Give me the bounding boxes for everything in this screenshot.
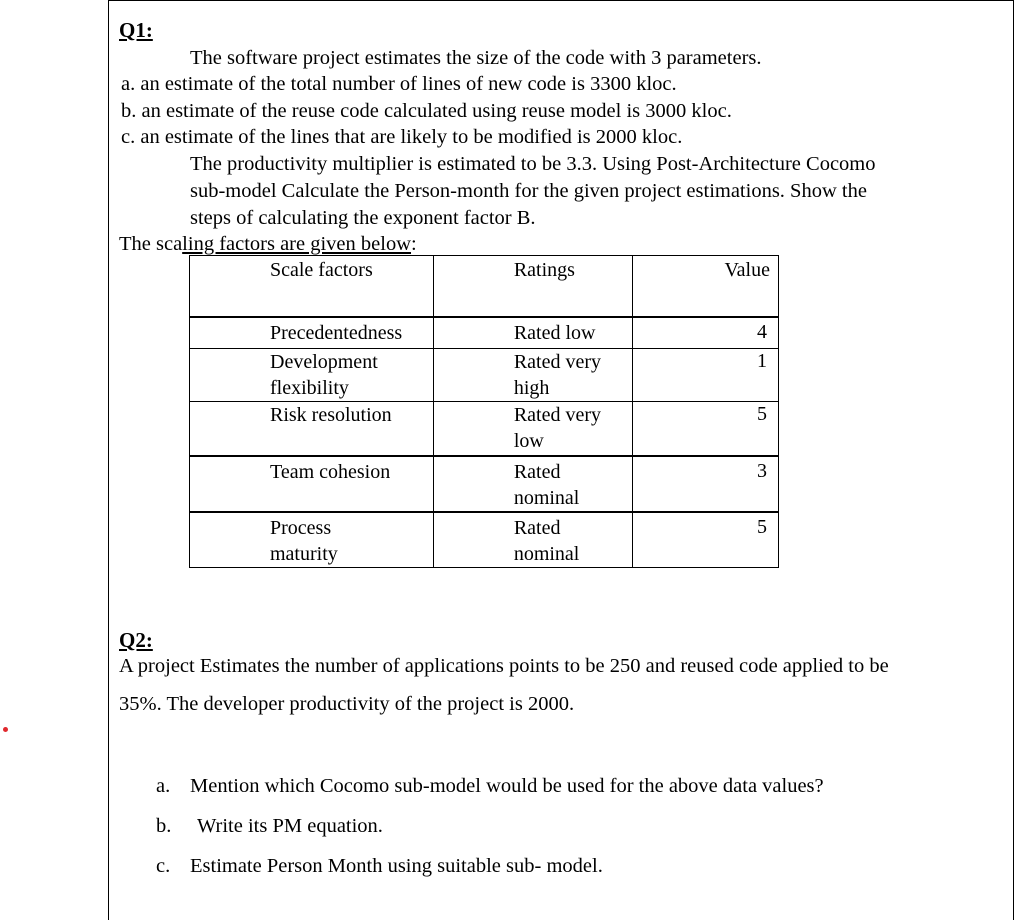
scaling-intro-underlined: ling factors are given below xyxy=(182,233,412,255)
table-header-row xyxy=(190,256,779,317)
value: 3 xyxy=(632,456,779,512)
table-row xyxy=(190,349,779,402)
factor-name: Team cohesion xyxy=(270,460,391,483)
rating-cont: nominal xyxy=(513,542,580,565)
value: 4 xyxy=(632,317,779,349)
q1-item-a: a. an estimate of the total number of lines of new code is 3300 kloc. xyxy=(121,73,677,95)
q2-heading: Q2: xyxy=(119,628,153,652)
q1-paragraph-line: steps of calculating the exponent factor B. xyxy=(190,207,536,229)
value: 5 xyxy=(632,402,779,456)
scaling-intro-suffix: : xyxy=(411,233,417,255)
q2-item-b: Write its PM equation. xyxy=(197,815,383,837)
factor-name: Process xyxy=(270,516,332,539)
q2-item-marker: c. xyxy=(156,855,171,877)
factor-name: Risk resolution xyxy=(270,404,392,426)
rating: Rated very xyxy=(513,351,601,373)
scale-factors-table xyxy=(189,255,779,568)
q1-paragraph-line: sub-model Calculate the Person-month for the given project estimations. Show the xyxy=(190,180,867,202)
table-row xyxy=(190,512,779,568)
q2-item-a: Mention which Cocomo sub-model would be used for the above data values? xyxy=(190,775,824,797)
q2-paragraph-line: 35%. The developer productivity of the project is 2000. xyxy=(119,693,575,715)
q1-intro: The software project estimates the size of the code with 3 parameters. xyxy=(190,47,762,69)
rating: Rated xyxy=(513,460,561,483)
rating-cont: low xyxy=(513,430,544,452)
header-ratings: Ratings xyxy=(433,256,632,317)
factor-name-cont: maturity xyxy=(270,542,338,565)
table-row xyxy=(190,456,779,512)
q2-item-marker: a. xyxy=(156,775,171,797)
q2-item-c: Estimate Person Month using suitable sub- model. xyxy=(190,855,603,877)
factor-name: Development xyxy=(270,351,378,373)
q2-paragraph-line: A project Estimates the number of applications points to be 250 and reused code applied to be xyxy=(119,655,889,677)
rating: Rated very xyxy=(513,404,601,426)
annotation-dot xyxy=(3,727,8,732)
header-scale-factors: Scale factors xyxy=(190,256,434,317)
value: 5 xyxy=(632,512,779,568)
table-row xyxy=(190,317,779,349)
scaling-intro-prefix: The sca xyxy=(119,233,183,255)
q1-heading: Q1: xyxy=(119,18,153,42)
q1-paragraph-line: The productivity multiplier is estimated to be 3.3. Using Post-Architecture Cocomo xyxy=(190,153,876,175)
header-value: Value xyxy=(632,256,779,317)
factor-name: Precedentedness xyxy=(270,321,403,344)
q1-item-b: b. an estimate of the reuse code calculated using reuse model is 3000 kloc. xyxy=(121,100,732,122)
table-row xyxy=(190,402,779,456)
factor-name-cont: flexibility xyxy=(270,377,349,399)
rating-cont: nominal xyxy=(513,486,580,509)
rating: Rated low xyxy=(513,321,596,344)
scaling-intro xyxy=(119,232,417,256)
rating-cont: high xyxy=(513,377,550,399)
value: 1 xyxy=(632,349,779,402)
q1-item-c: c. an estimate of the lines that are likely to be modified is 2000 kloc. xyxy=(121,126,683,148)
q2-item-marker: b. xyxy=(156,815,172,837)
rating: Rated xyxy=(513,516,561,539)
